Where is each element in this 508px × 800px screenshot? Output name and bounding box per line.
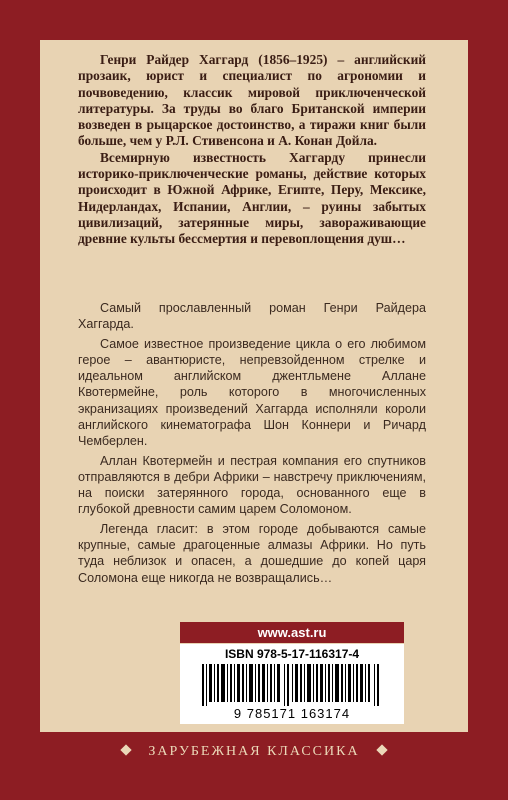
- annotation-paragraph-4: Легенда гласит: в этом городе добываются самые крупные, самые драгоценные алмазы Африки. Но путь туда неблизок и опасен, а дошедшие до копей царя Соломона еще никогда не возвращались…: [78, 522, 426, 585]
- diamond-ornament-icon: [121, 745, 132, 756]
- diamond-ornament-icon: [376, 745, 387, 756]
- book-annotation: [78, 300, 426, 590]
- series-title: ЗАРУБЕЖНАЯ КЛАССИКА: [148, 744, 360, 759]
- author-bio: [78, 52, 426, 248]
- publisher-url[interactable]: www.ast.ru: [180, 622, 404, 643]
- bio-paragraph-1: Генри Райдер Хаггард (1856–1925) – английский прозаик, юрист и специалист по агрономии и почвоведению, классик мировой приключенческой литературы. За труды во благо Британской империи возведен в рыцарское достоинство, а тиражи книг были больше, чем у Р.Л. Стивенсона и А. Конан Дойла.: [78, 52, 426, 149]
- annotation-paragraph-1: Самый прославленный роман Генри Райдера Хаггарда.: [78, 301, 426, 332]
- bio-paragraph-2: Всемирную известность Хаггарду принесли историко-приключенческие романы, действие которых происходит в Южной Африке, Египте, Перу, Мексике, Нидерландах, Испании, Англии, – руины забытых цивилизаций, затерянные миры, завораживающие древние культы бессмертия и перевоплощения душ…: [78, 149, 426, 247]
- barcode-block: [180, 644, 404, 724]
- barcode-digits: 9 785171 163174: [233, 706, 351, 721]
- series-title-row: [0, 744, 508, 760]
- isbn-text: ISBN 978-5-17-116317-4: [224, 647, 360, 661]
- annotation-paragraph-2: Самое известное произведение цикла о его любимом герое – авантюристе, непревзойденном стрелке и идеальном английском джентльмене Аллане Квотермейне, роль которого в многочисленных экранизациях произведений Хаггарда исполняли короли английского кинематографа Шон Коннери и Ричард Чемберлен.: [78, 337, 426, 448]
- barcode-icon: [202, 664, 382, 706]
- annotation-paragraph-3: Аллан Квотермейн и пестрая компания его спутников отправляются в дебри Африки – навстречу приключениям, на поиски затерянного города, основанного еще в глубокой древности самим царем Соломоном.: [78, 453, 426, 517]
